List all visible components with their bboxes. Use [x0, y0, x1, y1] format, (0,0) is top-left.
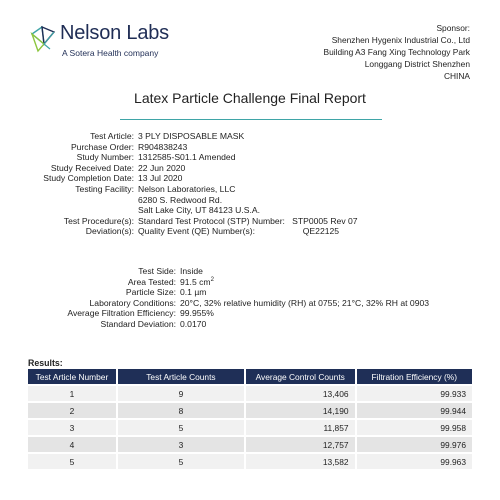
table-row — [28, 401, 472, 418]
detail-label: Deviation(s): — [85, 226, 134, 237]
detail-value: 3 PLY DISPOSABLE MASK — [138, 131, 245, 141]
table-cell: 13,582 — [244, 452, 355, 469]
condition-row — [0, 266, 429, 277]
detail-row — [0, 195, 358, 206]
detail-value: Salt Lake City, UT 84123 U.S.A. — [138, 205, 260, 216]
table-cell: 2 — [28, 401, 116, 418]
detail-row — [0, 152, 358, 163]
table-cell: 99.944 — [355, 401, 472, 418]
detail-row — [0, 163, 358, 174]
condition-value: Inside — [180, 266, 203, 276]
detail-label: Study Completion Date: — [43, 173, 134, 184]
logo-tagline: A Sotera Health company — [62, 48, 159, 58]
test-conditions — [0, 266, 429, 330]
table-row — [28, 435, 472, 452]
table-cell: 1 — [28, 384, 116, 401]
sponsor-label: Sponsor: — [436, 23, 470, 33]
condition-value — [180, 277, 214, 288]
table-cell: 99.958 — [355, 418, 472, 435]
table-row — [28, 418, 472, 435]
detail-label: Testing Facility: — [75, 183, 134, 194]
detail-row — [0, 205, 358, 216]
title-divider — [120, 119, 382, 120]
sponsor-line: CHINA — [443, 71, 470, 81]
detail-label: Purchase Order: — [70, 141, 134, 152]
condition-label: Standard Deviation: — [100, 318, 176, 329]
sponsor-line: Shenzhen Hygenix Industrial Co., Ltd — [331, 35, 470, 45]
column-header: Test Article Number — [28, 369, 116, 384]
area-value: 91.5 cm — [180, 276, 211, 287]
table-cell: 99.976 — [355, 435, 472, 452]
column-header: Average Control Counts — [244, 369, 355, 384]
detail-row — [0, 184, 358, 195]
condition-label: Laboratory Conditions: — [89, 297, 176, 308]
table-cell: 9 — [116, 384, 244, 401]
detail-value: 13 Jul 2020 — [138, 173, 183, 184]
sponsor-block — [323, 22, 470, 82]
table-row — [28, 452, 472, 469]
logo-name: Nelson Labs — [60, 22, 169, 44]
condition-value: 20°C, 32% relative humidity (RH) at 0755; 21°C, 32% RH at 0903 — [180, 297, 430, 308]
condition-value: 0.0170 — [180, 318, 207, 329]
condition-label: Particle Size: — [125, 287, 176, 298]
table-cell: 5 — [116, 418, 244, 435]
detail-label: Study Number: — [76, 152, 134, 163]
detail-value: Nelson Laboratories, LLC — [138, 183, 236, 194]
table-cell: 5 — [28, 452, 116, 469]
sponsor-line: Longgang District Shenzhen — [364, 59, 470, 69]
detail-value: Standard Test Protocol (STP) Number: STP0005 Rev 07 — [138, 215, 358, 226]
detail-value: 22 Jun 2020 — [138, 162, 186, 173]
condition-row — [0, 287, 429, 298]
detail-label — [0, 195, 138, 206]
detail-label: Test Procedure(s): — [63, 215, 134, 226]
study-details — [0, 131, 358, 237]
condition-value: 0.1 µm — [180, 287, 207, 298]
detail-row — [0, 173, 358, 184]
table-cell: 13,406 — [244, 384, 355, 401]
results-table — [28, 369, 472, 469]
nelson-labs-logo — [30, 22, 210, 62]
detail-row — [0, 142, 358, 153]
table-cell: 5 — [116, 452, 244, 469]
sponsor-line: Building A3 Fang Xing Technology Park — [323, 47, 470, 57]
table-cell: 99.933 — [355, 384, 472, 401]
column-header: Test Article Counts — [116, 369, 244, 384]
table-cell: 99.963 — [355, 452, 472, 469]
column-header: Filtration Efficiency (%) — [355, 369, 472, 384]
detail-row — [0, 226, 358, 237]
logo-mark-icon — [30, 24, 58, 54]
detail-value: R904838243 — [138, 141, 188, 152]
table-cell: 4 — [28, 435, 116, 452]
table-cell: 8 — [116, 401, 244, 418]
table-header-row — [28, 369, 472, 384]
detail-row — [0, 131, 358, 142]
table-cell: 14,190 — [244, 401, 355, 418]
condition-row — [0, 308, 429, 319]
area-unit-superscript: 2 — [210, 276, 214, 283]
results-label: Results: — [28, 358, 63, 368]
condition-label: Test Side: — [138, 266, 176, 276]
table-cell: 3 — [116, 435, 244, 452]
table-cell: 11,857 — [244, 418, 355, 435]
table-row — [28, 384, 472, 401]
detail-label: Study Received Date: — [50, 162, 134, 173]
condition-row — [0, 298, 429, 309]
detail-value: Quality Event (QE) Number(s): QE22125 — [138, 226, 340, 237]
table-cell: 12,757 — [244, 435, 355, 452]
condition-label: Area Tested: — [127, 276, 176, 287]
detail-value: 6280 S. Redwood Rd. — [138, 194, 223, 205]
condition-label: Average Filtration Efficiency: — [67, 308, 176, 319]
condition-value: 99.955% — [180, 308, 214, 319]
detail-row — [0, 216, 358, 227]
table-cell: 3 — [28, 418, 116, 435]
condition-row — [0, 277, 429, 288]
detail-label: Test Article: — [90, 131, 134, 141]
detail-value: 1312585-S01.1 Amended — [138, 152, 236, 163]
detail-label — [0, 205, 138, 216]
condition-row — [0, 319, 429, 330]
report-title: Latex Particle Challenge Final Report — [134, 90, 366, 106]
